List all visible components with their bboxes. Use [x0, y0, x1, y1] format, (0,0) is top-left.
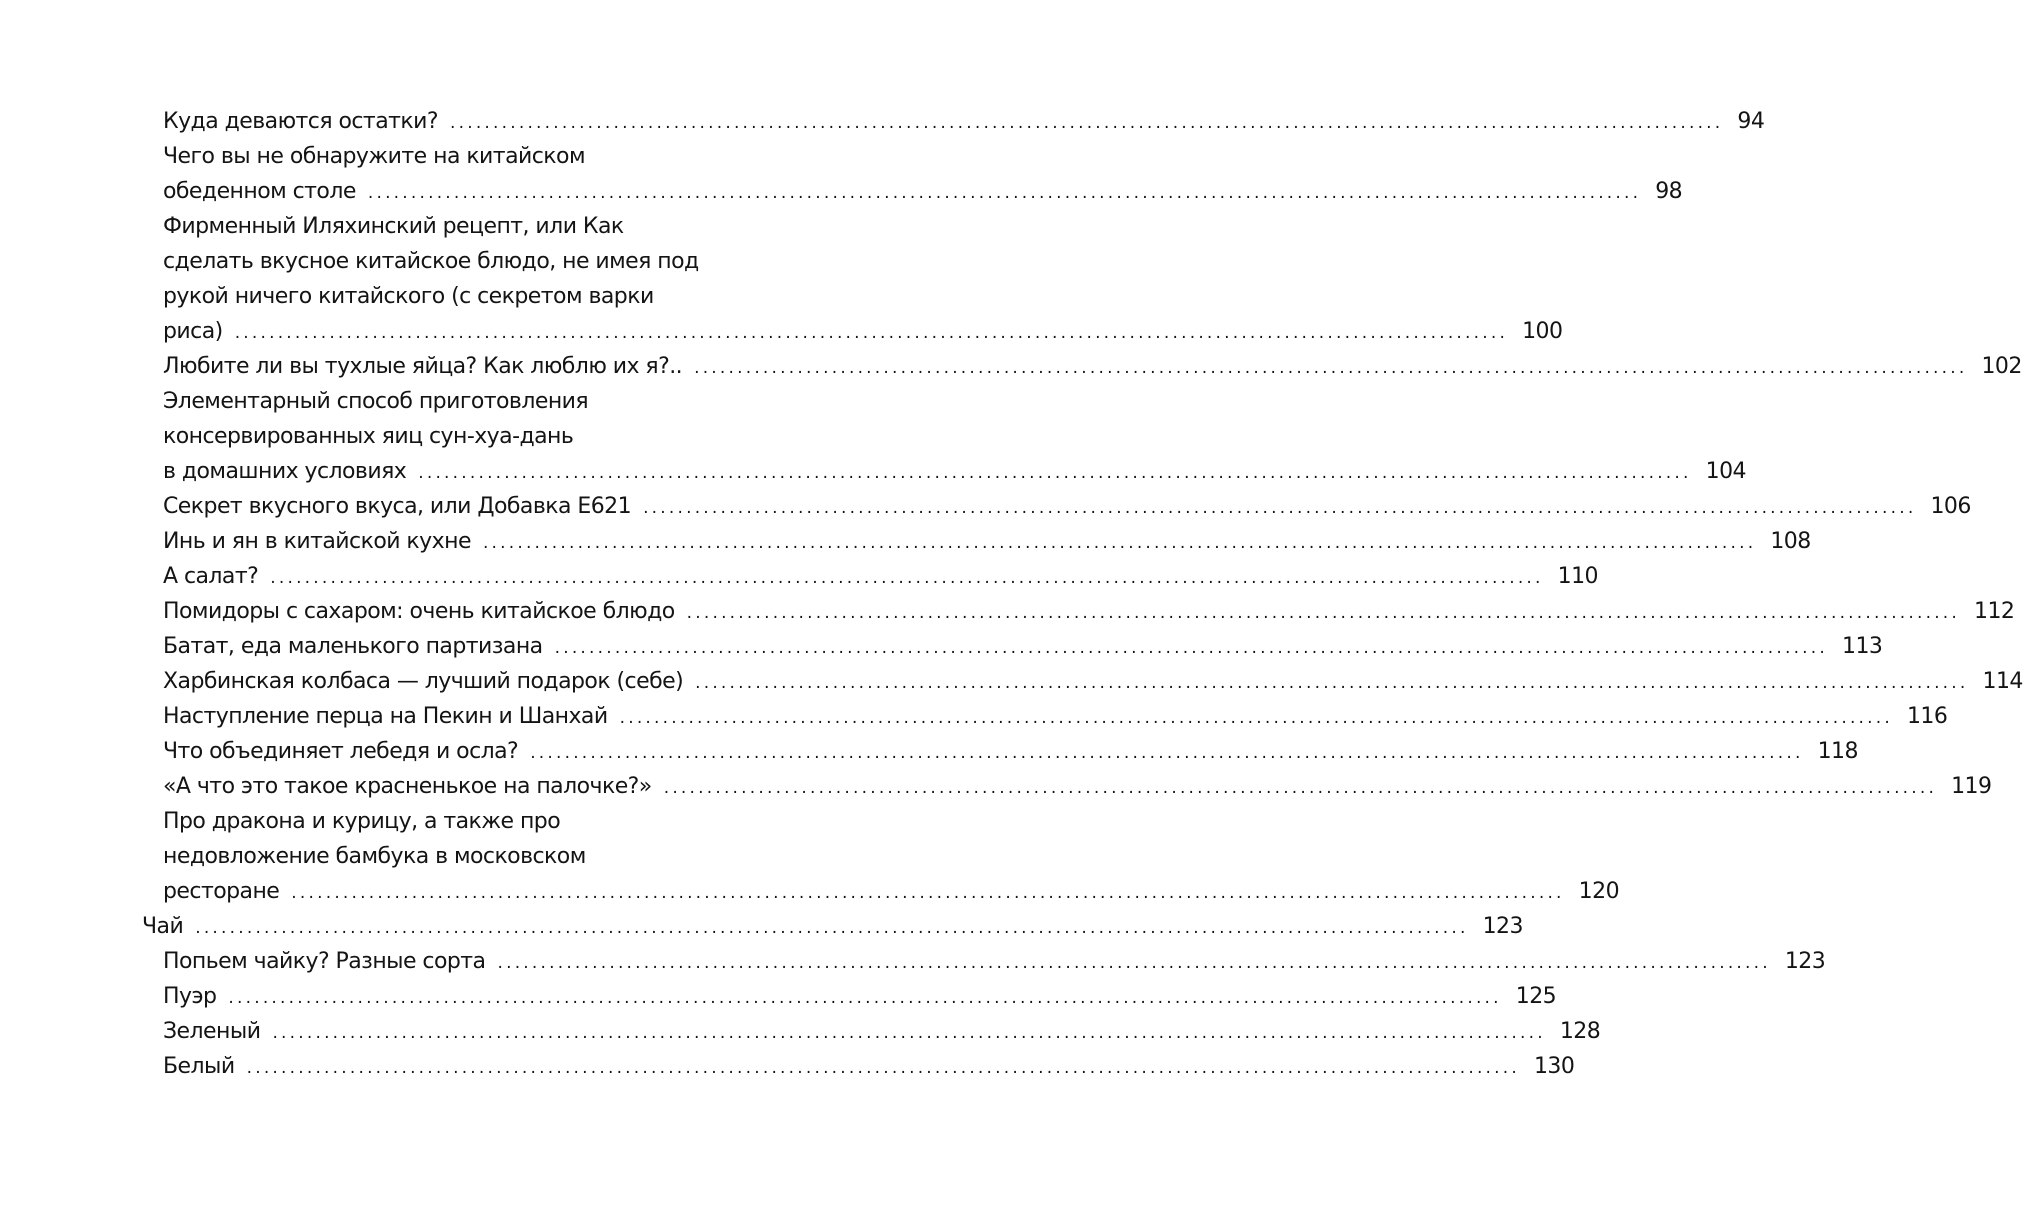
toc-entry-line: Элементарный способ приготовления: [163, 389, 589, 414]
dot-leader: [652, 771, 1951, 806]
toc-entry-title: Пуэр: [163, 984, 217, 1009]
toc-entry-line: недовложение бамбука в московском: [163, 844, 586, 869]
toc-entry-title: Чай: [142, 914, 184, 939]
toc-entry-title: Секрет вкусного вкуса, или Добавка Е621: [163, 494, 632, 519]
toc-entry-line: [163, 349, 2022, 384]
toc-entry: [163, 664, 2023, 699]
toc-entry-title: Харбинская колбаса — лучший подарок (себе): [163, 669, 684, 694]
dot-leader: [183, 911, 1482, 946]
page-number: 112: [1974, 599, 2015, 624]
toc-entry-line: сделать вкусное китайское блюдо, не имея под: [163, 249, 699, 274]
toc-entry: [163, 1049, 1575, 1084]
page-number: 110: [1557, 564, 1598, 589]
toc-entry-title: ресторане: [163, 879, 280, 904]
toc-entry: [163, 734, 1858, 769]
dot-leader: [260, 1016, 1559, 1051]
toc-entry-title: Куда деваются остатки?: [163, 109, 439, 134]
toc-entry-line: [163, 1014, 1601, 1049]
dot-leader: [356, 176, 1655, 211]
page-number: 100: [1522, 319, 1563, 344]
toc-entry-line: [163, 734, 1858, 769]
toc-entry-line: [163, 174, 1683, 209]
dot-leader: [675, 596, 1974, 631]
page-number: 106: [1930, 494, 1971, 519]
dot-leader: [471, 526, 1770, 561]
toc-entry-title: риса): [163, 319, 223, 344]
page-number: 102: [1981, 354, 2022, 379]
toc-entry-title: Попьем чайку? Разные сорта: [163, 949, 486, 974]
toc-section: [142, 909, 1523, 944]
toc-entry-title: Любите ли вы тухлые яйца? Как люблю их я?..: [163, 354, 683, 379]
toc-entry-title: обеденном столе: [163, 179, 356, 204]
toc-entry: [163, 139, 1683, 209]
toc-entry: [163, 349, 2022, 384]
toc-entry-title: Наступление перца на Пекин и Шанхай: [163, 704, 608, 729]
toc-entry: [163, 384, 1746, 489]
page-number: 125: [1515, 984, 1557, 1009]
toc-entry: [163, 594, 2015, 629]
dot-leader: [608, 701, 1907, 736]
toc-entry-line: [163, 314, 1563, 349]
dot-leader: [223, 316, 1522, 351]
toc-entry: [163, 979, 1557, 1014]
toc-entry-title: Что объединяет лебедя и осла?: [163, 739, 519, 764]
dot-leader: [518, 736, 1817, 771]
page-number: 118: [1817, 739, 1858, 764]
dot-leader: [438, 106, 1737, 141]
toc-entry-line: [163, 454, 1746, 489]
dot-leader: [406, 456, 1705, 491]
dot-leader: [543, 631, 1842, 666]
toc-entry-title: в домашних условиях: [163, 459, 407, 484]
toc-entry-line: Про дракона и курицу, а также про: [163, 809, 561, 834]
page-number: 128: [1559, 1019, 1601, 1044]
toc-entry-line: [163, 559, 1598, 594]
toc-entry-title: Помидоры с сахаром: очень китайское блюдо: [163, 599, 675, 624]
toc-entry-line: [142, 909, 1523, 944]
page-number: 123: [1784, 949, 1826, 974]
toc-entry-line: [163, 524, 1811, 559]
toc-entry-line: консервированных яиц сун-хуа-дань: [163, 424, 574, 449]
page-number: 94: [1737, 109, 1765, 134]
page-number: 123: [1482, 914, 1523, 939]
toc-entry: [163, 209, 1563, 349]
toc-entry: [163, 104, 1765, 139]
page-number: 108: [1770, 529, 1811, 554]
table-of-contents: [0, 104, 2023, 1084]
dot-leader: [235, 1051, 1534, 1086]
dot-leader: [216, 981, 1515, 1016]
toc-entry: [163, 489, 1971, 524]
toc-entry-title: Инь и ян в китайской кухне: [163, 529, 471, 554]
toc-entry-line: [163, 944, 1826, 979]
toc-entry-line: [163, 489, 1971, 524]
toc-entry: [163, 944, 1826, 979]
toc-entry-title: А салат?: [163, 564, 259, 589]
toc-entry: [163, 804, 1620, 909]
page-number: 98: [1655, 179, 1683, 204]
dot-leader: [258, 561, 1557, 596]
toc-entry-line: [163, 1049, 1575, 1084]
toc-entry: [163, 1014, 1601, 1049]
toc-entry: [163, 559, 1598, 594]
toc-entry: [163, 769, 1992, 804]
page-number: 113: [1842, 634, 1883, 659]
page-number: 130: [1533, 1054, 1575, 1079]
toc-entry: [163, 699, 1948, 734]
dot-leader: [631, 491, 1930, 526]
toc-entry: [163, 629, 1883, 664]
toc-entry-line: Фирменный Иляхинский рецепт, или Как: [163, 214, 624, 239]
toc-entry-line: [163, 594, 2015, 629]
toc-entry-title: Батат, еда маленького партизана: [163, 634, 543, 659]
toc-entry-line: [163, 699, 1948, 734]
toc-entry-line: [163, 979, 1557, 1014]
page-number: 119: [1951, 774, 1992, 799]
page-number: 116: [1906, 704, 1948, 729]
toc-entry-line: [163, 874, 1620, 909]
dot-leader: [683, 666, 1982, 701]
toc-entry-line: [163, 769, 1992, 804]
toc-entry-line: Чего вы не обнаружите на китайском: [163, 144, 585, 169]
toc-entry-title: Белый: [163, 1054, 235, 1079]
page-number: 114: [1982, 669, 2023, 694]
toc-entry-line: [163, 629, 1883, 664]
dot-leader: [279, 876, 1578, 911]
toc-entry-line: [163, 104, 1765, 139]
toc-entry-line: рукой ничего китайского (с секретом варки: [163, 284, 654, 309]
dot-leader: [485, 946, 1784, 981]
toc-entry-title: «А что это такое красненькое на палочке?»: [163, 774, 652, 799]
toc-entry: [163, 524, 1811, 559]
page-number: 104: [1705, 459, 1746, 484]
page-number: 120: [1578, 879, 1620, 904]
toc-entry-line: [163, 664, 2023, 699]
dot-leader: [682, 351, 1981, 386]
toc-entry-title: Зеленый: [163, 1019, 261, 1044]
